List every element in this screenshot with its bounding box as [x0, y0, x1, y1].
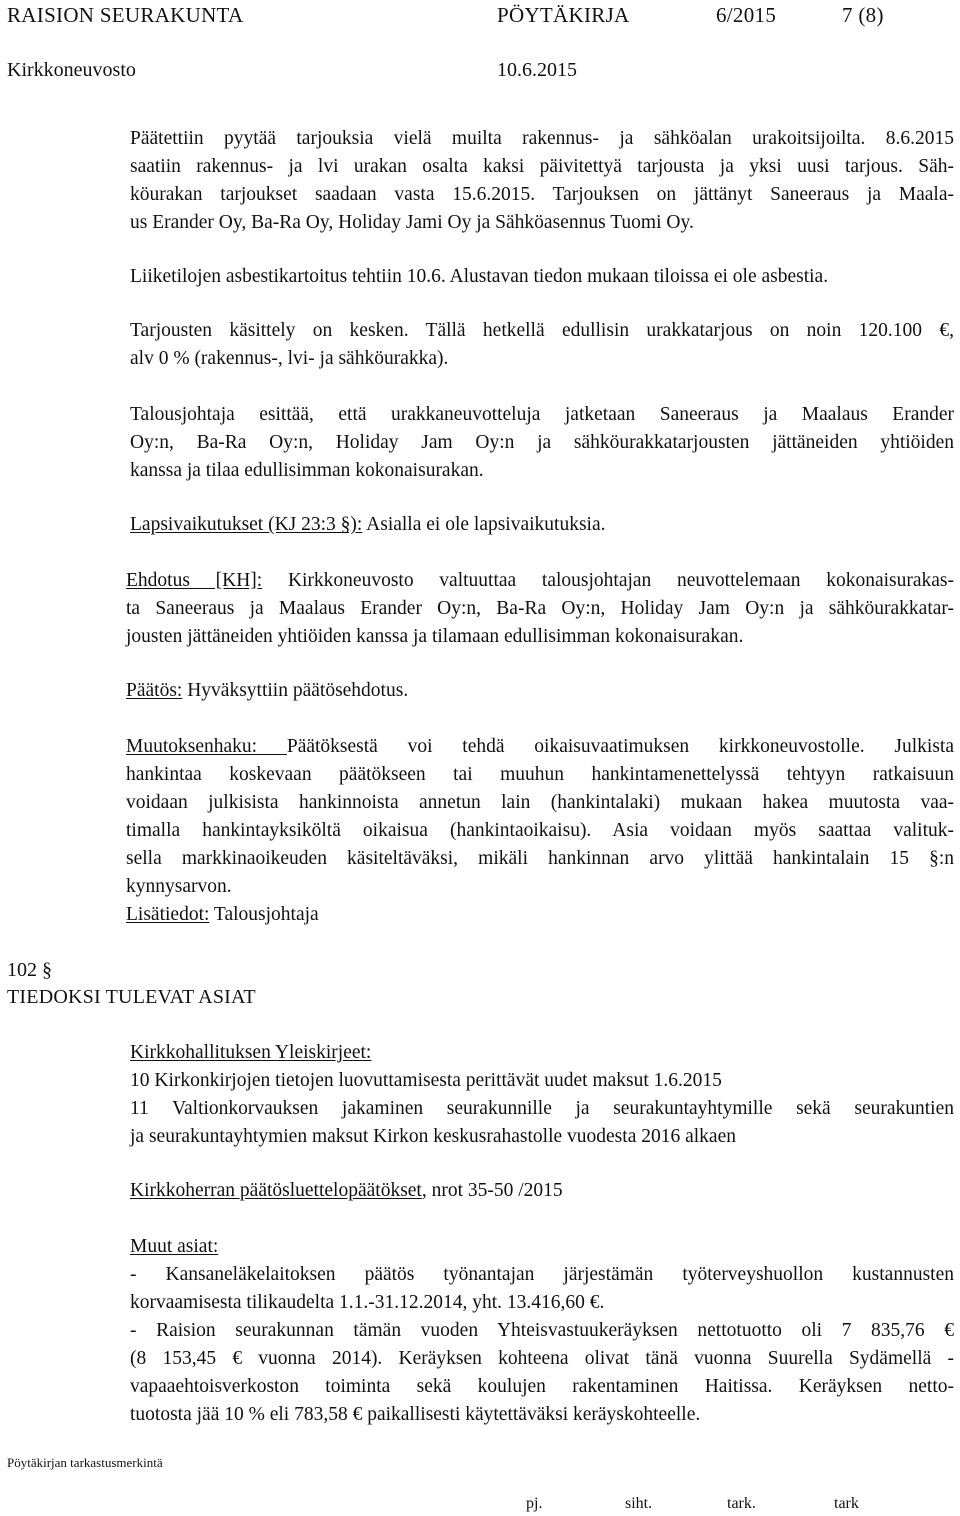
- paragraph-asbestos: Liiketilojen asbestikartoitus tehtiin 10.6. Alustavan tiedon mukaan tiloissa ei ole asbestia.: [130, 266, 829, 287]
- text-line: ta Saneeraus ja Maalaus Erander Oy:n, Ba-Ra Oy:n, Holiday Jam Oy:n ja sähköurakkatar-: [126, 598, 954, 619]
- signature-reviewer-1: tark.: [727, 1495, 756, 1512]
- more-info-text: Talousjohtaja: [209, 904, 319, 925]
- text-line: Muutoksenhaku: Päätöksestä voi tehdä oikaisuvaatimuksen kirkkoneuvostolle. Julkista: [126, 736, 954, 757]
- text-line: saatiin rakennus- ja lvi urakan osalta kaksi päivitettyä tarjousta ja yksi uusi tarjous. Säh-: [130, 156, 954, 177]
- text-line: köurakan tarjoukset saadaan vasta 15.6.2015. Tarjouksen on jättänyt Saneeraus ja Maala-: [130, 184, 954, 205]
- decision: [126, 680, 408, 702]
- text-line: Tarjousten käsittely on kesken. Tällä hetkellä edullisin urakkatarjous on noin 120.100 €,: [130, 320, 954, 341]
- other-matters-label: Muut asiat:: [130, 1236, 219, 1257]
- kh-letters-label: Kirkkohallituksen Yleiskirjeet:: [130, 1042, 372, 1063]
- text-line: Päätettiin pyytää tarjouksia vielä muilta rakennus- ja sähköalan urakoitsijoilta. 8.6.2015: [130, 128, 954, 149]
- text-line: voidaan julkisista hankinnoista annetun lain (hankintalaki) mukaan hakea muutosta vaa-: [126, 792, 954, 813]
- other-matter-line: - Kansaneläkelaitoksen päätös työnantajan järjestämän työterveyshuollon kustannusten: [130, 1264, 954, 1285]
- signature-secretary: siht.: [625, 1495, 653, 1512]
- text-line: hankintaa koskevaan päätökseen tai muuhun hankintamenettelyssä tehtyyn ratkaisuun: [126, 764, 954, 785]
- child-impacts: [130, 514, 606, 536]
- text-line: kanssa ja tilaa edullisimman kokonaisurakan.: [130, 460, 484, 481]
- other-matter-line: vapaaehtoisverkoston toiminta sekä koulujen rakentaminen Haitissa. Keräyksen netto-: [130, 1376, 954, 1397]
- review-note-label: Pöytäkirjan tarkastusmerkintä: [7, 1455, 163, 1470]
- decision-label: Päätös:: [126, 680, 183, 701]
- meeting-body: Kirkkoneuvosto: [7, 59, 136, 81]
- page-number: 7 (8): [842, 3, 884, 27]
- text-line: Oy:n, Ba-Ra Oy:n, Holiday Jam Oy:n ja sähköurakkatarjousten jättäneiden yhtiöiden: [130, 432, 954, 453]
- text-line: kynnysarvon.: [126, 876, 232, 897]
- text-line: Talousjohtaja esittää, että urakkaneuvotteluja jatketaan Saneeraus ja Maalaus Erander: [130, 404, 954, 425]
- meeting-date: 10.6.2015: [497, 59, 577, 81]
- other-matter-line: - Raision seurakunnan tämän vuoden Yhteisvastuukeräyksen nettotuotto oli 7 835,76 €: [130, 1320, 954, 1341]
- more-info-label: Lisätiedot:: [126, 904, 210, 925]
- other-matter-line: tuotosta jää 10 % eli 783,58 € paikallisesti käytettäväksi keräyskohteelle.: [130, 1404, 701, 1425]
- section-title: TIEDOKSI TULEVAT ASIAT: [7, 986, 256, 1008]
- text-line: timalla hankintayksiköltä oikaisua (hankintaoikaisu). Asia voidaan myös saattaa valituk-: [126, 820, 954, 841]
- document-type: PÖYTÄKIRJA: [497, 3, 630, 27]
- vicar-decisions-label: Kirkkoherran päätösluettelopäätökset: [130, 1180, 422, 1201]
- vicar-decisions: [130, 1180, 563, 1202]
- text-line: alv 0 % (rakennus-, lvi- ja sähköurakka).: [130, 348, 449, 369]
- signature-chair: pj.: [526, 1495, 543, 1512]
- section-number: 102 §: [7, 959, 52, 981]
- other-matter-line: korvaamisesta tilikaudelta 1.1.-31.12.2014, yht. 13.416,60 €.: [130, 1292, 605, 1313]
- child-impacts-text: Asialla ei ole lapsivaikutuksia.: [362, 514, 606, 535]
- other-matter-line: (8 153,45 € vuonna 2014). Keräyksen kohteena olivat tänä vuonna Suurella Sydämellä -: [130, 1348, 954, 1369]
- kh-letter-item: ja seurakuntayhtymien maksut Kirkon keskusrahastolle vuodesta 2016 alkaen: [130, 1126, 736, 1147]
- organization-name: RAISION SEURAKUNTA: [7, 3, 244, 27]
- appeal-label: Muutoksenhaku:: [126, 736, 287, 757]
- text-line: sella markkinaoikeuden käsiteltäväksi, mikäli hankinnan arvo ylittää hankintalain 15 §:n: [126, 848, 954, 869]
- text-line: jousten jättäneiden yhtiöiden kanssa ja tilamaan edullisimman kokonaisurakan.: [126, 626, 744, 647]
- kh-letter-item: 11 Valtionkorvauksen jakaminen seurakunnille ja seurakuntayhtymille sekä seurakuntien: [130, 1098, 954, 1119]
- signature-reviewer-2: tark: [834, 1495, 859, 1512]
- decision-text: Hyväksyttiin päätösehdotus.: [182, 680, 409, 701]
- more-info: [126, 904, 319, 926]
- text-line: us Erander Oy, Ba-Ra Oy, Holiday Jami Oy ja Sähköasennus Tuomi Oy.: [130, 212, 694, 233]
- text-line: Ehdotus [KH]: Kirkkoneuvosto valtuuttaa talousjohtajan neuvottelemaan kokonaisurakas-: [126, 570, 954, 591]
- motion-label: Ehdotus [KH]:: [126, 570, 263, 591]
- kh-letter-item: 10 Kirkonkirjojen tietojen luovuttamisesta perittävät uudet maksut 1.6.2015: [130, 1070, 722, 1091]
- vicar-decisions-text: , nrot 35-50 /2015: [421, 1180, 563, 1201]
- document-number: 6/2015: [716, 3, 777, 27]
- child-impacts-label: Lapsivaikutukset (KJ 23:3 §):: [130, 514, 363, 535]
